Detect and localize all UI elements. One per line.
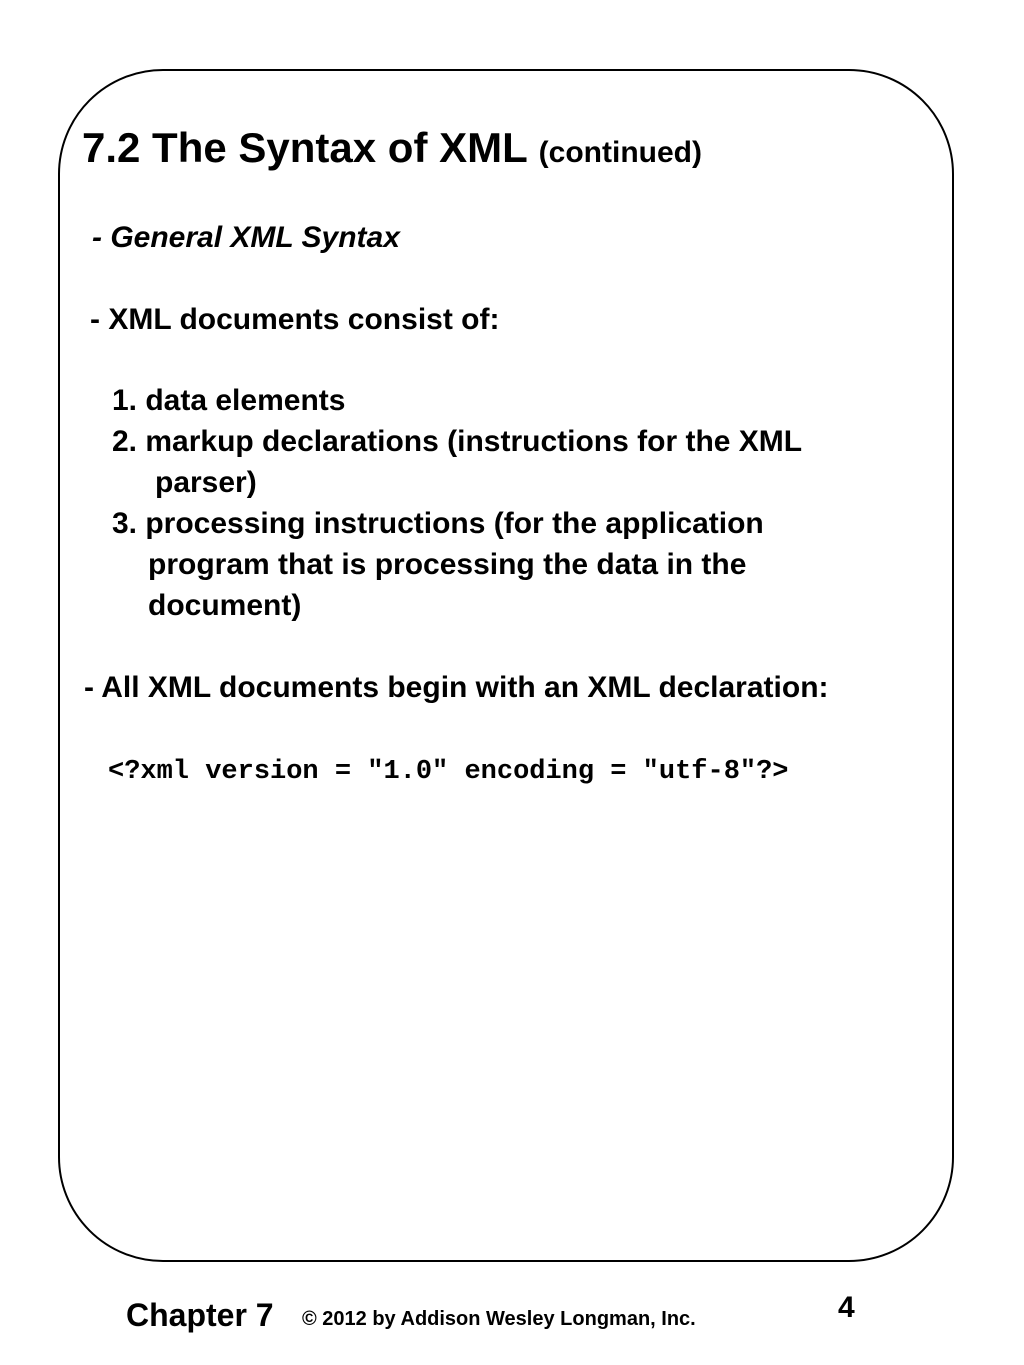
xml-declaration-code: <?xml version = "1.0" encoding = "utf-8"?>: [108, 757, 789, 787]
list-item-1: 1. data elements: [112, 384, 346, 417]
slide-title: [82, 122, 702, 179]
footer-copyright: © 2012 by Addison Wesley Longman, Inc.: [302, 1308, 696, 1330]
section-subtitle: - General XML Syntax: [92, 221, 400, 254]
footer-chapter: Chapter 7: [126, 1297, 274, 1333]
declaration-text: - All XML documents begin with an XML declaration:: [84, 671, 829, 704]
list-item-3: 3. processing instructions (for the application: [112, 507, 764, 540]
list-item-2: 2. markup declarations (instructions for the XML: [112, 425, 803, 458]
list-item-3-continued-2: document): [148, 589, 302, 622]
list-item-2-continued: parser): [155, 466, 257, 499]
slide-title-main: 7.2 The Syntax of XML: [82, 124, 527, 171]
footer-page-number: 4: [838, 1291, 855, 1324]
intro-text: - XML documents consist of:: [90, 303, 500, 336]
slide-title-suffix: (continued): [538, 136, 702, 169]
list-item-3-continued-1: program that is processing the data in the: [148, 548, 747, 581]
